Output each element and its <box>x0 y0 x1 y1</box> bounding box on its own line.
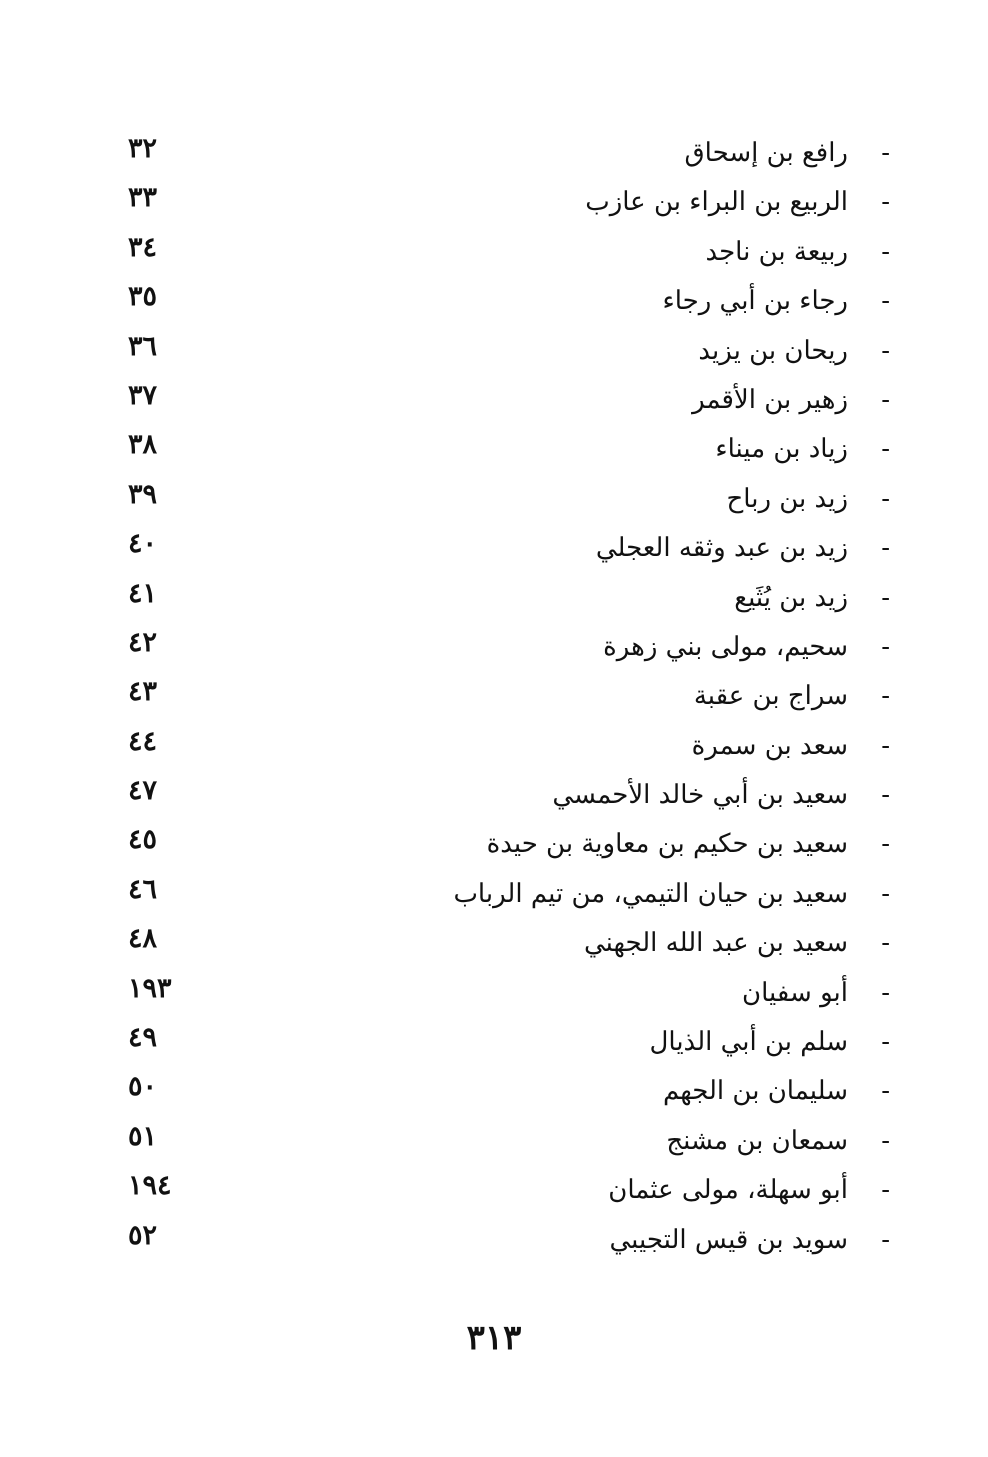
entry-name: سويد بن قيس التجيبي <box>609 1224 848 1255</box>
entry-page-number: ٥٠ <box>128 1071 158 1103</box>
entry-dash: - <box>881 434 890 465</box>
entry-page-number: ٤٥ <box>128 824 158 856</box>
entry-page-number: ١٩٣ <box>128 972 172 1004</box>
entry-dash: - <box>881 928 890 959</box>
index-entry <box>110 177 900 226</box>
entry-name: سعد بن سمرة <box>691 730 848 761</box>
entry-dash: - <box>881 1125 890 1156</box>
entry-page-number: ٣٩ <box>128 478 158 510</box>
index-entry <box>110 326 900 375</box>
entry-name: ريحان بن يزيد <box>698 335 848 366</box>
index-list <box>110 128 900 1264</box>
entry-page-number: ٥١ <box>128 1120 158 1152</box>
entry-dash: - <box>881 1076 890 1107</box>
entry-name: زيد بن عبد وثقه العجلي <box>595 533 848 564</box>
entry-dash: - <box>881 878 890 909</box>
entry-page-number: ٤٣ <box>128 676 158 708</box>
entry-name: سلم بن أبي الذيال <box>649 1027 848 1058</box>
entry-name: سعيد بن أبي خالد الأحمسي <box>552 780 848 811</box>
entry-dash: - <box>881 977 890 1008</box>
entry-name: أبو سفيان <box>742 977 848 1008</box>
entry-page-number: ٥٢ <box>128 1219 158 1251</box>
entry-page-number: ٤٨ <box>128 923 158 955</box>
entry-name: سعيد بن حيان التيمي، من تيم الرباب <box>453 878 848 909</box>
entry-dash: - <box>881 187 890 218</box>
entry-page-number: ٤٩ <box>128 1022 158 1054</box>
entry-page-number: ٣٧ <box>128 379 158 411</box>
entry-page-number: ٣٤ <box>128 231 158 263</box>
entry-name: زيد بن يُثَيع <box>734 582 848 613</box>
entry-page-number: ٣٢ <box>128 133 158 164</box>
entry-name: أبو سهلة، مولى عثمان <box>608 1175 848 1206</box>
index-entry <box>110 671 900 720</box>
entry-dash: - <box>881 1175 890 1206</box>
index-entry <box>110 1116 900 1165</box>
entry-dash: - <box>881 681 890 712</box>
entry-dash: - <box>881 384 890 415</box>
entry-dash: - <box>881 138 890 168</box>
index-entry <box>110 128 900 177</box>
index-entry <box>110 622 900 671</box>
entry-name: سعيد بن عبد الله الجهني <box>583 928 848 959</box>
entry-name: سليمان بن الجهم <box>662 1076 848 1107</box>
index-entry <box>110 1215 900 1264</box>
index-entry <box>110 721 900 770</box>
index-entry <box>110 918 900 967</box>
entry-page-number: ٤٢ <box>128 626 158 658</box>
index-entry <box>110 424 900 473</box>
entry-dash: - <box>881 286 890 317</box>
entry-page-number: ٤٤ <box>128 725 158 757</box>
entry-page-number: ٤٧ <box>128 775 158 807</box>
entry-dash: - <box>881 730 890 761</box>
entry-name: سعيد بن حكيم بن معاوية بن حيدة <box>486 829 848 860</box>
index-entry <box>110 869 900 918</box>
entry-name: سحيم، مولى بني زهرة <box>603 631 848 662</box>
entry-name: رجاء بن أبي رجاء <box>662 286 848 317</box>
entry-dash: - <box>881 236 890 267</box>
entry-name: زياد بن ميناء <box>715 434 848 465</box>
index-entry <box>110 770 900 819</box>
entry-name: سراج بن عقبة <box>693 681 848 712</box>
index-entry <box>110 523 900 572</box>
index-entry <box>110 227 900 276</box>
entry-dash: - <box>881 829 890 860</box>
entry-dash: - <box>881 335 890 366</box>
entry-dash: - <box>881 483 890 514</box>
entry-page-number: ٤٦ <box>128 873 158 905</box>
entry-dash: - <box>881 631 890 662</box>
entry-page-number: ٤١ <box>128 577 158 609</box>
index-entry <box>110 276 900 325</box>
index-entry <box>110 968 900 1017</box>
index-entry <box>110 474 900 523</box>
index-entry <box>110 1017 900 1066</box>
entry-name: زهير بن الأقمر <box>692 384 848 415</box>
entry-page-number: ١٩٤ <box>128 1170 172 1202</box>
entry-dash: - <box>881 780 890 811</box>
entry-name: ربيعة بن ناجد <box>705 236 848 267</box>
entry-page-number: ٣٨ <box>128 429 158 461</box>
index-entry <box>110 1066 900 1115</box>
entry-name: سمعان بن مشنج <box>666 1125 848 1156</box>
page-number: ٣١٣ <box>466 1318 522 1358</box>
entry-name: زيد بن رباح <box>726 483 848 514</box>
entry-dash: - <box>881 1027 890 1058</box>
index-entry <box>110 819 900 868</box>
entry-page-number: ٣٦ <box>128 330 158 362</box>
entry-dash: - <box>881 582 890 613</box>
entry-page-number: ٤٠ <box>128 528 158 560</box>
index-entry <box>110 1165 900 1214</box>
entry-dash: - <box>881 1224 890 1255</box>
entry-page-number: ٣٣ <box>128 182 158 214</box>
index-entry <box>110 375 900 424</box>
entry-name: الربيع بن البراء بن عازب <box>585 187 848 218</box>
index-entry <box>110 573 900 622</box>
entry-page-number: ٣٥ <box>128 281 158 313</box>
entry-name: رافع بن إسحاق <box>684 138 848 168</box>
entry-dash: - <box>881 533 890 564</box>
